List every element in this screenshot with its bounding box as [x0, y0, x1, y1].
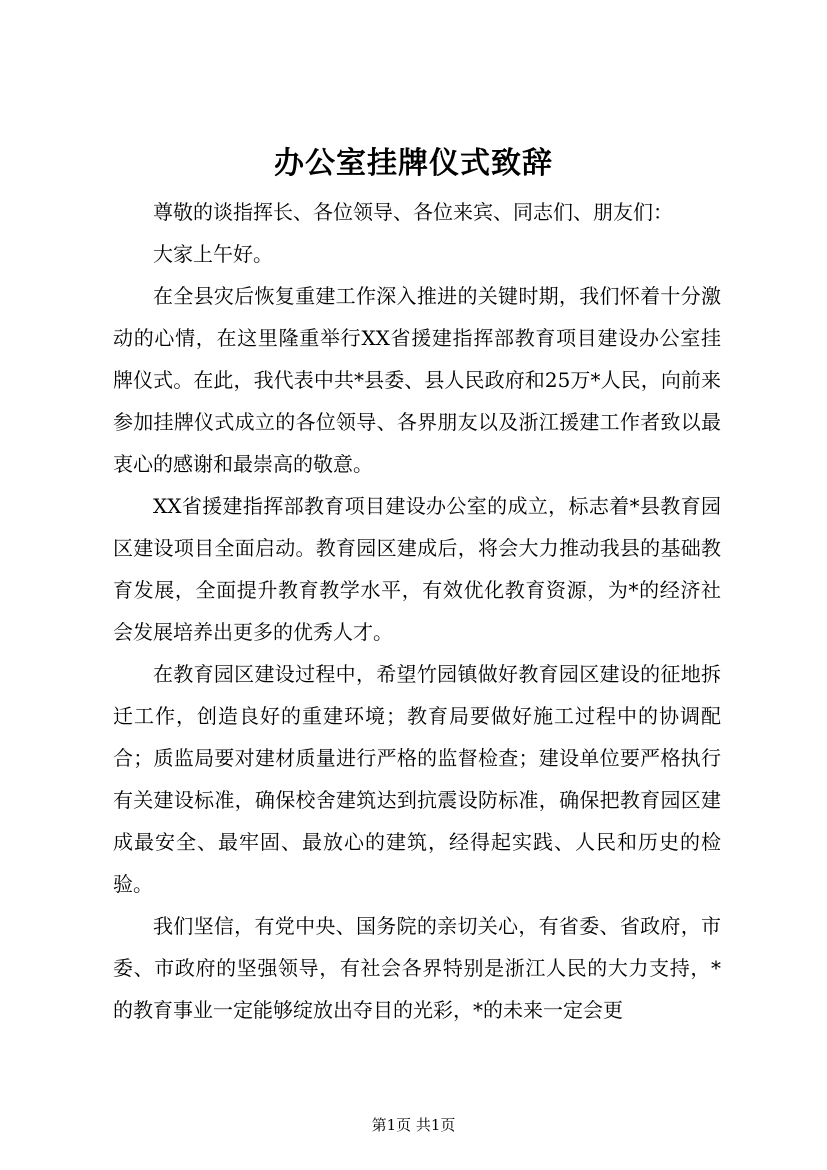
paragraph-confidence: 我们坚信，有党中央、国务院的亲切关心，有省委、省政府，市委、市政府的坚强领导，有社会各界特别是浙江人民的大力支持，*的教育事业一定能够绽放出夺目的光彩，*的未来一定会更: [113, 914, 721, 1022]
document-body: [113, 191, 721, 1031]
paragraph-greeting: 大家上午好。: [153, 242, 273, 266]
page-footer: 第1页 共1页: [371, 1116, 456, 1134]
paragraph-salutation: 尊敬的谈指挥长、各位领导、各位来宾、同志们、朋友们：: [153, 200, 673, 224]
paragraph-opening: 在全县灾后恢复重建工作深入推进的关键时期，我们怀着十分激动的心情，在这里隆重举行XX省援建指挥部教育项目建设办公室挂牌仪式。在此，我代表中共*县委、县人民政府和25万*人民，向前来参加挂牌仪式成立的各位领导、各界朋友以及浙江援建工作者致以最衷心的感谢和最崇高的敬意。: [113, 284, 721, 476]
document-title: 办公室挂牌仪式致辞: [274, 146, 553, 181]
paragraph-significance: XX省援建指挥部教育项目建设办公室的成立，标志着*县教育园区建设项目全面启动。教育园区建成后，将会大力推动我县的基础教育发展，全面提升教育教学水平，有效优化教育资源，为*的经济社会发展培养出更多的优秀人才。: [113, 494, 721, 644]
paragraph-requirements: 在教育园区建设过程中，希望竹园镇做好教育园区建设的征地拆迁工作，创造良好的重建环境；教育局要做好施工过程中的协调配合；质监局要对建材质量进行严格的监督检查；建设单位要严格执行有关建设标准，确保校舍建筑达到抗震设防标准，确保把教育园区建成最安全、最牢固、最放心的建筑，经得起实践、人民和历史的检验。: [113, 662, 721, 896]
